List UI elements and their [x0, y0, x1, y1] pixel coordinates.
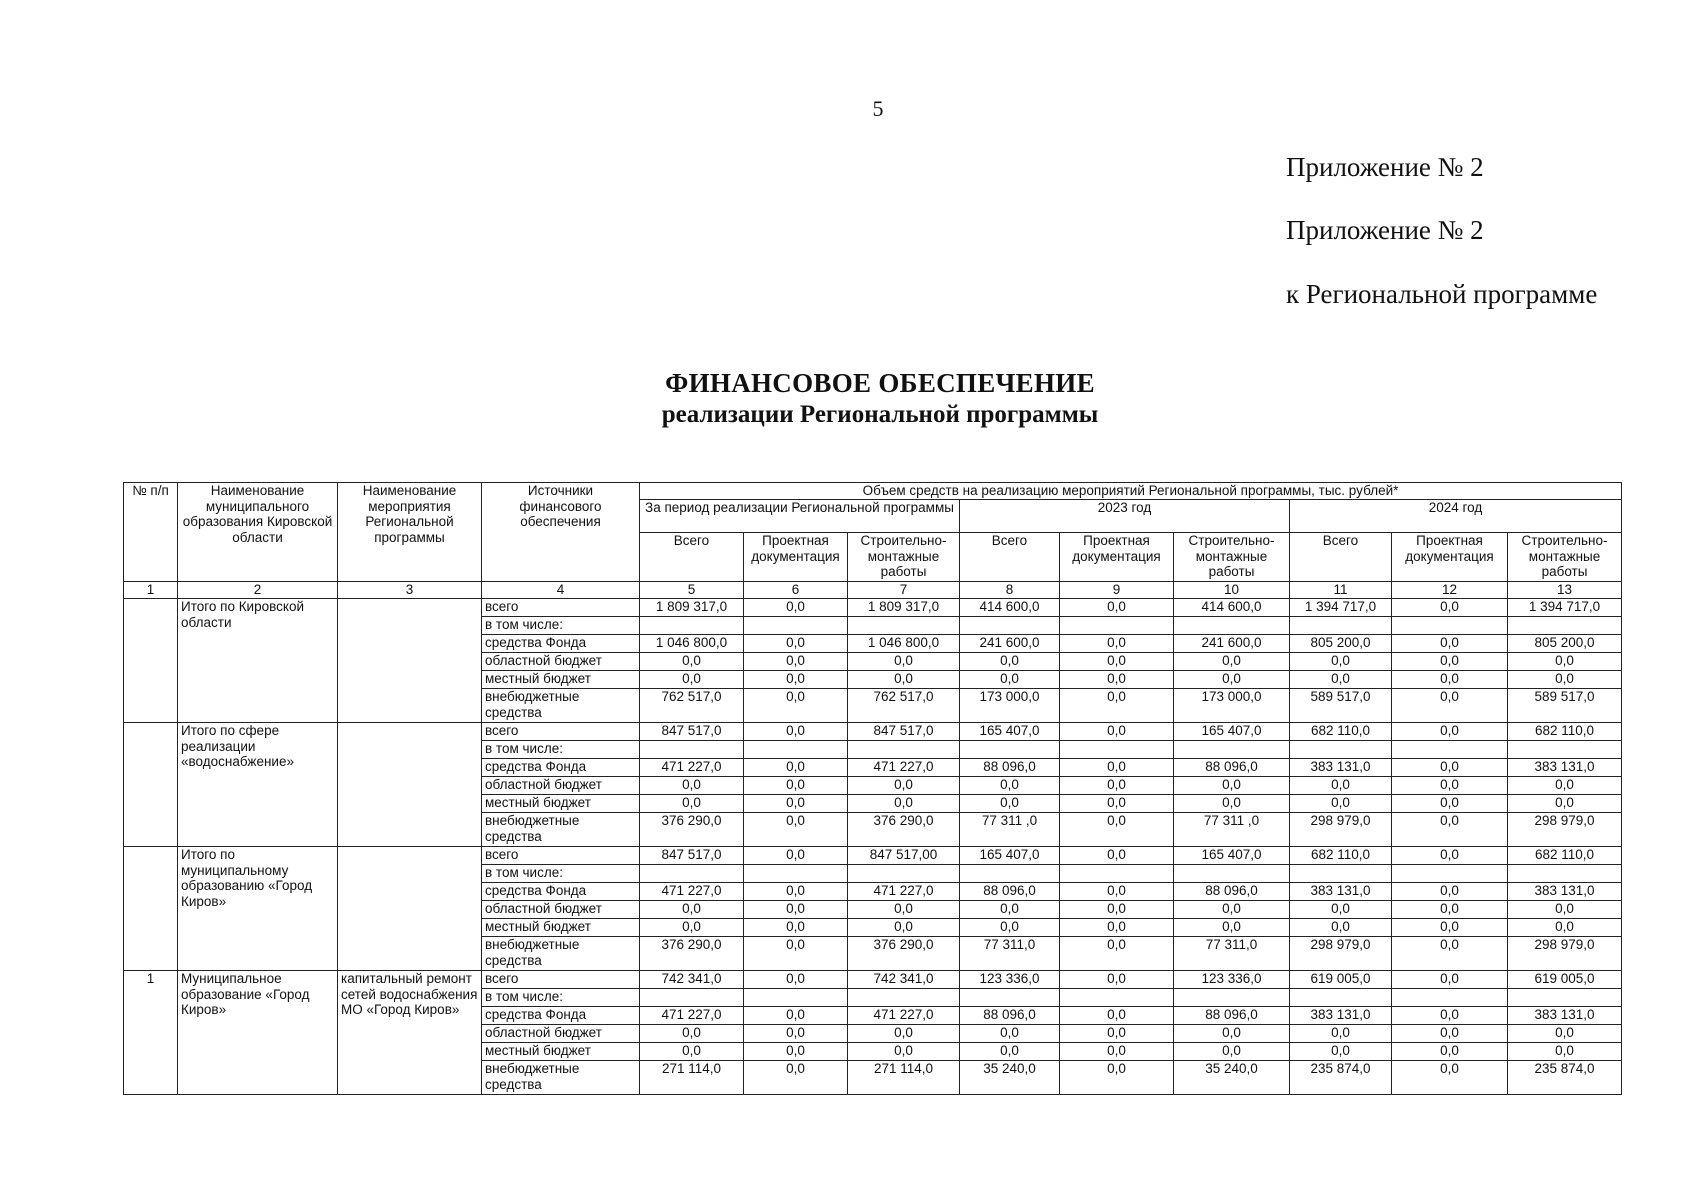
funding-source: областной бюджет	[482, 777, 640, 795]
funding-source: в том числе:	[482, 741, 640, 759]
amount-cell: 271 114,0	[848, 1061, 960, 1095]
amount-cell: 0,0	[960, 1025, 1060, 1043]
amount-cell: 0,0	[640, 1025, 744, 1043]
amount-cell: 0,0	[1508, 919, 1622, 937]
amount-cell: 0,0	[1290, 777, 1392, 795]
amount-cell: 77 311 ,0	[960, 813, 1060, 847]
title-line-1: ФИНАНСОВОЕ ОБЕСПЕЧЕНИЕ	[665, 368, 1095, 398]
amount-cell: 0,0	[960, 671, 1060, 689]
funding-source: всего	[482, 599, 640, 617]
amount-cell: 0,0	[960, 919, 1060, 937]
amount-cell	[1508, 617, 1622, 635]
amount-cell: 0,0	[1392, 1025, 1508, 1043]
amount-cell: 589 517,0	[1290, 689, 1392, 723]
amount-cell: 271 114,0	[640, 1061, 744, 1095]
header-volume: Объем средств на реализацию мероприятий Региональной программы, тыс. рублей*	[640, 483, 1622, 500]
amount-cell: 0,0	[848, 1025, 960, 1043]
amount-cell: 0,0	[1060, 847, 1174, 865]
amount-cell: 0,0	[744, 1061, 848, 1095]
event-name: капитальный ремонт сетей водоснабжения МО «Город Киров»	[338, 971, 482, 1095]
amount-cell: 682 110,0	[1290, 847, 1392, 865]
amount-cell: 0,0	[848, 901, 960, 919]
amount-cell: 0,0	[1174, 901, 1290, 919]
amount-cell: 0,0	[960, 653, 1060, 671]
amount-cell: 0,0	[960, 1043, 1060, 1061]
event-name	[338, 599, 482, 723]
amount-cell: 298 979,0	[1508, 937, 1622, 971]
amount-cell: 0,0	[744, 813, 848, 847]
column-number-row	[124, 582, 1622, 599]
amount-cell: 1 046 800,0	[848, 635, 960, 653]
amount-cell	[848, 989, 960, 1007]
amount-cell: 77 311,0	[1174, 937, 1290, 971]
funding-source: областной бюджет	[482, 901, 640, 919]
amount-cell	[848, 617, 960, 635]
funding-source: местный бюджет	[482, 1043, 640, 1061]
amount-cell: 0,0	[848, 671, 960, 689]
amount-cell: 847 517,0	[640, 847, 744, 865]
funding-source: средства Фонда	[482, 883, 640, 901]
amount-cell: 383 131,0	[1508, 1007, 1622, 1025]
amount-cell: 0,0	[1060, 1025, 1174, 1043]
amount-cell: 123 336,0	[960, 971, 1060, 989]
amount-cell: 383 131,0	[1290, 1007, 1392, 1025]
amount-cell: 0,0	[1392, 901, 1508, 919]
amount-cell: 0,0	[1060, 919, 1174, 937]
amount-cell: 35 240,0	[960, 1061, 1060, 1095]
amount-cell: 298 979,0	[1290, 813, 1392, 847]
amount-cell: 0,0	[744, 689, 848, 723]
amount-cell: 0,0	[1508, 671, 1622, 689]
amount-cell	[1392, 865, 1508, 883]
row-number: 1	[124, 971, 178, 1095]
amount-cell: 1 809 317,0	[640, 599, 744, 617]
amount-cell: 383 131,0	[1508, 759, 1622, 777]
header-period-total: За период реализации Региональной программы	[640, 500, 960, 533]
funding-source: внебюджетные средства	[482, 1061, 640, 1095]
funding-source: всего	[482, 971, 640, 989]
amount-cell: 0,0	[1290, 901, 1392, 919]
column-number: 13	[1508, 582, 1622, 599]
header-sub-construction: Строительно-монтажные работы	[1508, 533, 1622, 582]
amount-cell: 742 341,0	[640, 971, 744, 989]
amount-cell	[1174, 617, 1290, 635]
amount-cell: 0,0	[1290, 653, 1392, 671]
amount-cell	[960, 617, 1060, 635]
amount-cell: 0,0	[1060, 813, 1174, 847]
amount-cell: 0,0	[1392, 971, 1508, 989]
amount-cell: 0,0	[744, 653, 848, 671]
appendix-line-2: Приложение № 2	[1286, 215, 1484, 245]
amount-cell: 0,0	[744, 671, 848, 689]
amount-cell: 298 979,0	[1508, 813, 1622, 847]
amount-cell: 0,0	[640, 671, 744, 689]
header-row-1	[124, 483, 1622, 500]
amount-cell: 0,0	[1060, 723, 1174, 741]
amount-cell: 0,0	[1060, 671, 1174, 689]
amount-cell: 173 000,0	[1174, 689, 1290, 723]
amount-cell: 414 600,0	[1174, 599, 1290, 617]
funding-source: всего	[482, 723, 640, 741]
amount-cell: 0,0	[1290, 795, 1392, 813]
table-row	[124, 723, 1622, 741]
amount-cell: 0,0	[1392, 847, 1508, 865]
amount-cell: 77 311,0	[960, 937, 1060, 971]
amount-cell: 0,0	[640, 777, 744, 795]
amount-cell: 0,0	[1060, 1007, 1174, 1025]
amount-cell: 0,0	[1174, 919, 1290, 937]
amount-cell: 742 341,0	[848, 971, 960, 989]
amount-cell: 471 227,0	[640, 1007, 744, 1025]
amount-cell	[1392, 741, 1508, 759]
amount-cell: 0,0	[1392, 937, 1508, 971]
amount-cell: 376 290,0	[640, 813, 744, 847]
amount-cell	[848, 741, 960, 759]
amount-cell: 0,0	[848, 777, 960, 795]
amount-cell: 0,0	[1060, 883, 1174, 901]
municipality-name: Муниципальное образование «Город Киров»	[178, 971, 338, 1095]
amount-cell	[1060, 741, 1174, 759]
funding-source: местный бюджет	[482, 919, 640, 937]
funding-source: средства Фонда	[482, 759, 640, 777]
column-number: 4	[482, 582, 640, 599]
amount-cell: 0,0	[1290, 671, 1392, 689]
amount-cell: 682 110,0	[1508, 723, 1622, 741]
amount-cell: 0,0	[744, 635, 848, 653]
header-sub-design: Проектная документация	[744, 533, 848, 582]
amount-cell: 0,0	[640, 795, 744, 813]
amount-cell: 376 290,0	[848, 813, 960, 847]
column-number: 11	[1290, 582, 1392, 599]
table-row	[124, 599, 1622, 617]
amount-cell: 847 517,0	[848, 723, 960, 741]
amount-cell: 383 131,0	[1290, 883, 1392, 901]
amount-cell: 241 600,0	[1174, 635, 1290, 653]
amount-cell: 589 517,0	[1508, 689, 1622, 723]
amount-cell	[640, 617, 744, 635]
amount-cell: 241 600,0	[960, 635, 1060, 653]
amount-cell: 383 131,0	[1290, 759, 1392, 777]
amount-cell	[1508, 989, 1622, 1007]
amount-cell: 1 046 800,0	[640, 635, 744, 653]
amount-cell: 0,0	[640, 653, 744, 671]
funding-source: всего	[482, 847, 640, 865]
amount-cell: 0,0	[744, 777, 848, 795]
amount-cell: 0,0	[744, 1043, 848, 1061]
amount-cell: 0,0	[848, 653, 960, 671]
amount-cell: 123 336,0	[1174, 971, 1290, 989]
amount-cell: 0,0	[1060, 599, 1174, 617]
amount-cell	[1174, 741, 1290, 759]
amount-cell: 0,0	[1060, 689, 1174, 723]
amount-cell: 0,0	[1060, 901, 1174, 919]
amount-cell: 0,0	[1392, 689, 1508, 723]
event-name	[338, 847, 482, 971]
amount-cell: 0,0	[1060, 1061, 1174, 1095]
amount-cell	[1508, 741, 1622, 759]
amount-cell: 762 517,0	[848, 689, 960, 723]
column-number: 10	[1174, 582, 1290, 599]
header-municipality: Наименование муниципального образования Кировской области	[178, 483, 338, 582]
amount-cell: 762 517,0	[640, 689, 744, 723]
amount-cell: 0,0	[1392, 635, 1508, 653]
amount-cell: 0,0	[1290, 1025, 1392, 1043]
funding-source: внебюджетные средства	[482, 937, 640, 971]
amount-cell: 376 290,0	[640, 937, 744, 971]
amount-cell: 0,0	[744, 759, 848, 777]
amount-cell: 0,0	[1060, 1043, 1174, 1061]
amount-cell: 235 874,0	[1508, 1061, 1622, 1095]
amount-cell: 165 407,0	[1174, 723, 1290, 741]
table-row	[124, 847, 1622, 865]
amount-cell: 0,0	[1392, 671, 1508, 689]
amount-cell	[960, 741, 1060, 759]
row-number	[124, 599, 178, 723]
amount-cell: 383 131,0	[1508, 883, 1622, 901]
header-sub-construction: Строительно-монтажные работы	[848, 533, 960, 582]
funding-source: в том числе:	[482, 865, 640, 883]
amount-cell: 682 110,0	[1508, 847, 1622, 865]
amount-cell: 0,0	[640, 919, 744, 937]
amount-cell	[848, 865, 960, 883]
amount-cell: 0,0	[1174, 1025, 1290, 1043]
header-sub-design: Проектная документация	[1060, 533, 1174, 582]
amount-cell: 471 227,0	[848, 883, 960, 901]
amount-cell: 0,0	[1174, 671, 1290, 689]
amount-cell: 0,0	[1392, 919, 1508, 937]
amount-cell: 0,0	[960, 777, 1060, 795]
funding-source: областной бюджет	[482, 1025, 640, 1043]
amount-cell: 0,0	[744, 937, 848, 971]
event-name	[338, 723, 482, 847]
amount-cell: 0,0	[1392, 795, 1508, 813]
amount-cell: 0,0	[1174, 777, 1290, 795]
amount-cell: 0,0	[744, 599, 848, 617]
funding-source: в том числе:	[482, 989, 640, 1007]
amount-cell: 0,0	[1508, 653, 1622, 671]
amount-cell: 0,0	[848, 795, 960, 813]
amount-cell: 847 517,00	[848, 847, 960, 865]
column-number: 3	[338, 582, 482, 599]
amount-cell: 0,0	[1060, 759, 1174, 777]
financing-table	[123, 482, 1622, 1095]
header-year-2024: 2024 год	[1290, 500, 1622, 533]
amount-cell: 0,0	[960, 795, 1060, 813]
column-number: 9	[1060, 582, 1174, 599]
amount-cell: 0,0	[1290, 919, 1392, 937]
funding-source: в том числе:	[482, 617, 640, 635]
header-year-2023: 2023 год	[960, 500, 1290, 533]
amount-cell	[640, 741, 744, 759]
amount-cell	[640, 865, 744, 883]
amount-cell: 0,0	[848, 919, 960, 937]
amount-cell: 471 227,0	[848, 1007, 960, 1025]
amount-cell: 682 110,0	[1290, 723, 1392, 741]
amount-cell: 235 874,0	[1290, 1061, 1392, 1095]
amount-cell	[1290, 865, 1392, 883]
amount-cell: 471 227,0	[848, 759, 960, 777]
amount-cell	[1060, 989, 1174, 1007]
amount-cell: 0,0	[1392, 1007, 1508, 1025]
document-title	[500, 368, 1260, 429]
amount-cell: 88 096,0	[960, 1007, 1060, 1025]
title-line-2: реализации Региональной программы	[661, 401, 1099, 428]
amount-cell: 0,0	[1508, 795, 1622, 813]
column-number: 1	[124, 582, 178, 599]
amount-cell: 805 200,0	[1508, 635, 1622, 653]
amount-cell: 165 407,0	[960, 847, 1060, 865]
page-number: 5	[872, 96, 884, 121]
header-sub-total: Всего	[640, 533, 744, 582]
funding-source: областной бюджет	[482, 653, 640, 671]
amount-cell: 0,0	[1508, 1025, 1622, 1043]
amount-cell: 0,0	[744, 883, 848, 901]
amount-cell: 847 517,0	[640, 723, 744, 741]
amount-cell: 0,0	[744, 795, 848, 813]
column-number: 7	[848, 582, 960, 599]
amount-cell	[1290, 617, 1392, 635]
municipality-name: Итого по сфере реализации «водоснабжение»	[178, 723, 338, 847]
amount-cell	[1290, 741, 1392, 759]
amount-cell: 0,0	[1060, 937, 1174, 971]
amount-cell: 0,0	[640, 901, 744, 919]
header-event: Наименование мероприятия Региональной программы	[338, 483, 482, 582]
amount-cell: 165 407,0	[960, 723, 1060, 741]
amount-cell: 0,0	[1392, 723, 1508, 741]
appendix-line-1: Приложение № 2	[1286, 152, 1484, 182]
municipality-name: Итого по Кировской области	[178, 599, 338, 723]
header-no: № п/п	[124, 483, 178, 582]
amount-cell	[744, 865, 848, 883]
amount-cell: 0,0	[1392, 1043, 1508, 1061]
amount-cell: 0,0	[1060, 635, 1174, 653]
amount-cell	[1392, 617, 1508, 635]
amount-cell	[1508, 865, 1622, 883]
funding-source: средства Фонда	[482, 1007, 640, 1025]
amount-cell	[1392, 989, 1508, 1007]
funding-source: местный бюджет	[482, 671, 640, 689]
municipality-name: Итого по муниципальному образованию «Город Киров»	[178, 847, 338, 971]
amount-cell: 0,0	[1508, 777, 1622, 795]
amount-cell	[1060, 617, 1174, 635]
row-number	[124, 847, 178, 971]
amount-cell: 0,0	[848, 1043, 960, 1061]
amount-cell: 0,0	[1060, 795, 1174, 813]
amount-cell: 0,0	[1392, 653, 1508, 671]
column-number: 8	[960, 582, 1060, 599]
amount-cell: 0,0	[744, 971, 848, 989]
amount-cell: 619 005,0	[1508, 971, 1622, 989]
amount-cell	[744, 617, 848, 635]
amount-cell: 0,0	[744, 901, 848, 919]
amount-cell: 0,0	[1392, 759, 1508, 777]
amount-cell	[1174, 865, 1290, 883]
funding-source: внебюджетные средства	[482, 813, 640, 847]
amount-cell	[744, 741, 848, 759]
amount-cell: 165 407,0	[1174, 847, 1290, 865]
funding-source: средства Фонда	[482, 635, 640, 653]
amount-cell: 414 600,0	[960, 599, 1060, 617]
amount-cell: 0,0	[744, 1007, 848, 1025]
amount-cell	[1174, 989, 1290, 1007]
amount-cell	[1290, 989, 1392, 1007]
amount-cell: 0,0	[744, 1025, 848, 1043]
amount-cell: 0,0	[1392, 813, 1508, 847]
amount-cell: 0,0	[1060, 653, 1174, 671]
header-sub-total: Всего	[1290, 533, 1392, 582]
header-sub-construction: Строительно-монтажные работы	[1174, 533, 1290, 582]
amount-cell: 0,0	[1174, 653, 1290, 671]
amount-cell: 0,0	[1392, 1061, 1508, 1095]
amount-cell: 0,0	[744, 847, 848, 865]
amount-cell	[960, 865, 1060, 883]
amount-cell: 88 096,0	[1174, 883, 1290, 901]
amount-cell: 88 096,0	[960, 883, 1060, 901]
amount-cell: 77 311 ,0	[1174, 813, 1290, 847]
table-row	[124, 971, 1622, 989]
header-source: Источники финансового обеспечения	[482, 483, 640, 582]
amount-cell: 0,0	[1392, 777, 1508, 795]
amount-cell: 0,0	[1508, 1043, 1622, 1061]
amount-cell: 35 240,0	[1174, 1061, 1290, 1095]
header-sub-total: Всего	[960, 533, 1060, 582]
amount-cell: 0,0	[1392, 599, 1508, 617]
amount-cell: 0,0	[1392, 883, 1508, 901]
amount-cell: 376 290,0	[848, 937, 960, 971]
amount-cell: 471 227,0	[640, 883, 744, 901]
amount-cell: 1 394 717,0	[1508, 599, 1622, 617]
amount-cell: 173 000,0	[960, 689, 1060, 723]
amount-cell: 0,0	[960, 901, 1060, 919]
header-sub-design: Проектная документация	[1392, 533, 1508, 582]
appendix-line-3: к Региональной программе	[1286, 279, 1598, 309]
column-number: 2	[178, 582, 338, 599]
amount-cell: 0,0	[744, 919, 848, 937]
amount-cell: 619 005,0	[1290, 971, 1392, 989]
amount-cell: 0,0	[1508, 901, 1622, 919]
amount-cell: 471 227,0	[640, 759, 744, 777]
amount-cell: 1 394 717,0	[1290, 599, 1392, 617]
column-number: 5	[640, 582, 744, 599]
amount-cell: 0,0	[1060, 971, 1174, 989]
amount-cell: 805 200,0	[1290, 635, 1392, 653]
amount-cell: 0,0	[744, 723, 848, 741]
amount-cell: 88 096,0	[960, 759, 1060, 777]
funding-source: внебюджетные средства	[482, 689, 640, 723]
amount-cell: 1 809 317,0	[848, 599, 960, 617]
amount-cell: 298 979,0	[1290, 937, 1392, 971]
amount-cell: 0,0	[1290, 1043, 1392, 1061]
table-body	[124, 483, 1622, 1095]
funding-source: местный бюджет	[482, 795, 640, 813]
amount-cell	[1060, 865, 1174, 883]
column-number: 12	[1392, 582, 1508, 599]
row-number	[124, 723, 178, 847]
amount-cell: 0,0	[1174, 1043, 1290, 1061]
amount-cell	[960, 989, 1060, 1007]
amount-cell	[640, 989, 744, 1007]
amount-cell: 88 096,0	[1174, 1007, 1290, 1025]
column-number: 6	[744, 582, 848, 599]
amount-cell: 0,0	[640, 1043, 744, 1061]
amount-cell: 0,0	[1060, 777, 1174, 795]
amount-cell: 88 096,0	[1174, 759, 1290, 777]
amount-cell: 0,0	[1174, 795, 1290, 813]
amount-cell	[744, 989, 848, 1007]
